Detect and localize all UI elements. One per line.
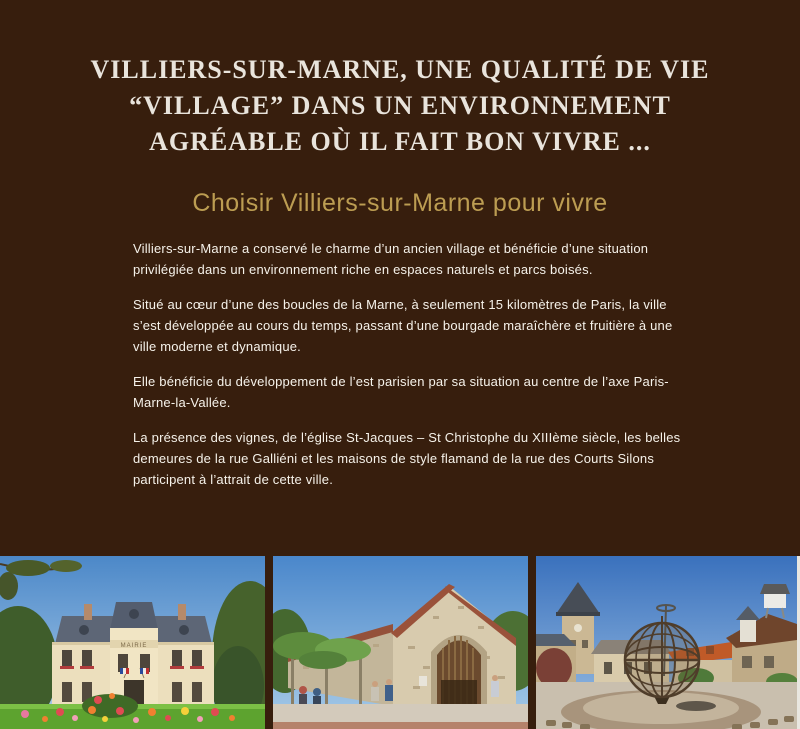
title-line-1: VILLIERS-SUR-MARNE, UNE QUALITÉ DE VIE: [90, 55, 710, 84]
title-line-3: AGRÉABLE OÙ IL FAIT BON VIVRE ...: [149, 127, 651, 156]
town-hall-mairie-photo: [0, 556, 265, 729]
paragraph-3: Elle bénéficie du développement de l’est parisien par sa situation au centre de l’axe Paris-Marne-la-Vallée.: [133, 374, 669, 410]
stone-church-illustration: [273, 556, 528, 729]
paragraph-4: La présence des vignes, de l’église St-Jacques – St Christophe du XIIIème siècle, les belles demeures de la rue Galliéni et les maisons de style flamand de la rue des Courts Silons participent à l’attrait de cette ville.: [133, 430, 681, 487]
mairie-building: [52, 602, 214, 708]
old-stone-church-photo: [273, 556, 528, 729]
village-square-illustration: [536, 556, 797, 729]
photo-strip: [0, 556, 800, 729]
arched-portal: [431, 635, 487, 708]
mairie-sign: MAIRIE: [120, 643, 148, 649]
body-text: [133, 238, 685, 504]
title-line-2: “VILLAGE” DANS UN ENVIRONNEMENT: [129, 91, 671, 120]
town-hall-illustration: [0, 556, 265, 729]
paragraph-1: Villiers-sur-Marne a conservé le charme d’un ancien village et bénéficie d’une situation privilégiée dans un environnement riche en espaces naturels et parcs boisés.: [133, 241, 649, 277]
village-square-sphere-fountain-photo: [536, 556, 797, 729]
section-subtitle: Choisir Villiers-sur-Marne pour vivre: [192, 189, 608, 217]
page-title: [0, 52, 800, 160]
paragraph-2: Situé au cœur d’une des boucles de la Marne, à seulement 15 kilomètres de Paris, la ville s’est développée au cours du temps, passant d’une bourgade maraîchère et fruitière à une ville moderne et dynamique.: [133, 297, 673, 354]
